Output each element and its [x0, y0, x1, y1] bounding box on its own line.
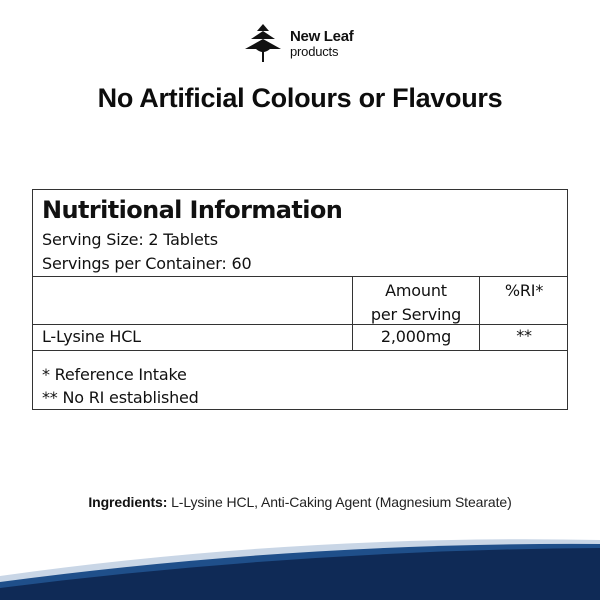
nutrition-panel [32, 189, 568, 410]
leaf-tree-icon [242, 22, 284, 64]
panel-title: Nutritional Information [42, 196, 343, 224]
footnote-no-ri: ** No RI established [42, 388, 199, 407]
divider [33, 350, 567, 351]
headline: No Artificial Colours or Flavours [97, 83, 503, 113]
ri-column-header: %RI* [504, 281, 544, 300]
divider [33, 276, 567, 277]
servings-per-container: Servings per Container: 60 [42, 254, 252, 273]
brand-subname: products [290, 43, 339, 59]
brand-name: New Leaf [290, 27, 354, 45]
amount-header-line1: Amount [385, 281, 447, 300]
decorative-wave [0, 528, 600, 600]
row-ri: ** [516, 326, 532, 345]
amount-column-header [353, 279, 479, 327]
serving-size: Serving Size: 2 Tablets [42, 230, 218, 249]
footnote-reference-intake: * Reference Intake [42, 365, 187, 384]
ingredients-label: Ingredients: [88, 494, 168, 510]
brand-logo [242, 22, 353, 64]
row-amount: 2,000mg [380, 327, 452, 346]
ingredients-text: L-Lysine HCL, Anti-Caking Agent (Magnesium Stearate) [167, 494, 512, 510]
divider [33, 324, 567, 325]
amount-header-line2: per Serving [370, 305, 462, 324]
ingredients-line [0, 494, 600, 510]
row-name: L-Lysine HCL [42, 327, 141, 346]
